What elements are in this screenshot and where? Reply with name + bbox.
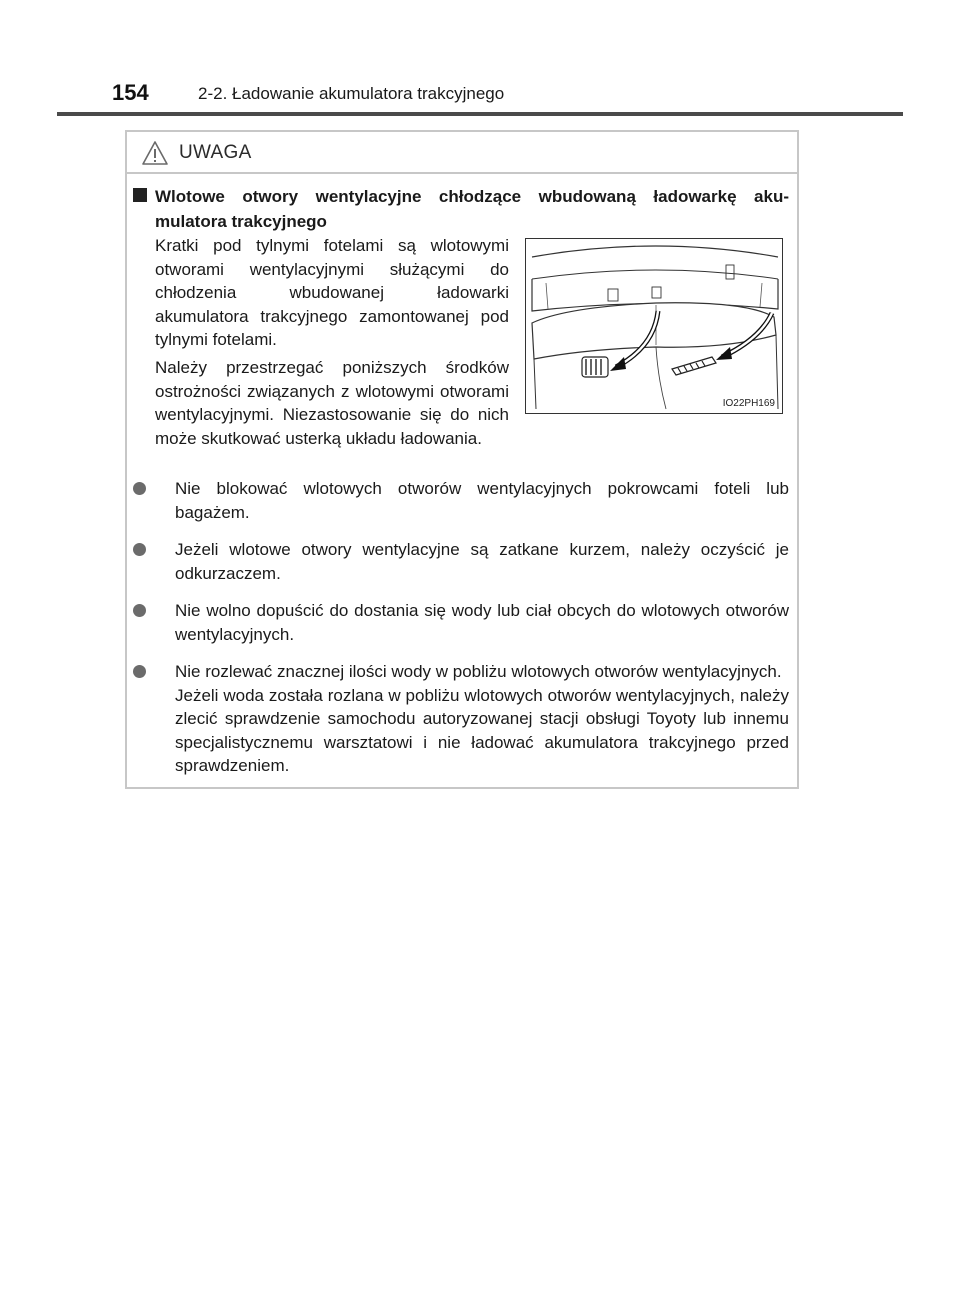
paragraph-2: Należy przestrzegać poniższych środków ostrożności związanych z wlotowymi otworami wentylacyjnymi. Niezastosowanie się do nich może skutkować usterką układu ładowania. [155,358,509,448]
right-vent-grille [672,357,716,375]
bullet-4-text: Nie rozlewać znacznej ilości wody w pobliżu wlotowych otworów wentylacyjnych. [175,662,782,681]
warning-header [127,132,797,174]
warning-label: UWAGA [179,142,252,163]
bullet-dot-icon [133,543,146,556]
warning-triangle-icon [141,140,169,166]
bullet-dot-icon [133,665,146,678]
bullet-list [133,477,789,792]
page-header [0,0,960,120]
section-title: 2-2. Ładowanie akumulatora trakcyjnego [198,84,505,103]
heading-line-2: mulatora trakcyjnego [155,212,327,231]
figure-rear-seat-vents [525,238,783,414]
warning-box [125,130,799,789]
paragraph-1: Kratki pod tylnymi fotelami są wlotowymi otworami wentylacyjnymi służącymi do chłodzenia wbudowanej ładowarki akumulatora trakcyjnego zamontowanej pod tylnymi fotelami. [155,236,509,349]
page-number: 154 [112,80,149,105]
list-item: Nie wolno dopuścić do dostania się wody lub ciał obcych do wlotowych otworów wentylacyjnych. [133,599,789,646]
bullet-dot-icon [133,482,146,495]
bullet-dot-icon [133,604,146,617]
square-bullet-icon [133,188,147,202]
warning-heading [133,184,789,234]
rear-seat-illustration [526,239,783,414]
list-item: Nie blokować wlotowych otworów wentylacyjnych pokrowcami foteli lub bagażem. [133,477,789,524]
header-rule [57,112,903,116]
figure-code: IO22PH169 [722,398,775,409]
bullet-4-extra: Jeżeli woda została rozlana w pobliżu wlotowych otworów wentylacyjnych, należy zlecić sprawdzenie samochodu autoryzowanej stacji obsługi Toyoty lub innemu specjalistycznemu warsztatowi i nie ładować akumulatora trakcyjnego przed sprawdzeniem. [175,685,789,775]
heading-line-1: Wlotowe otwory wentylacyjne chłodzące wbudowaną ładowarkę aku- [155,187,789,206]
left-vent-grille [582,357,608,377]
list-item [133,660,789,778]
list-item: Jeżeli wlotowe otwory wentylacyjne są zatkane kurzem, należy oczyścić je odkurzaczem. [133,538,789,585]
